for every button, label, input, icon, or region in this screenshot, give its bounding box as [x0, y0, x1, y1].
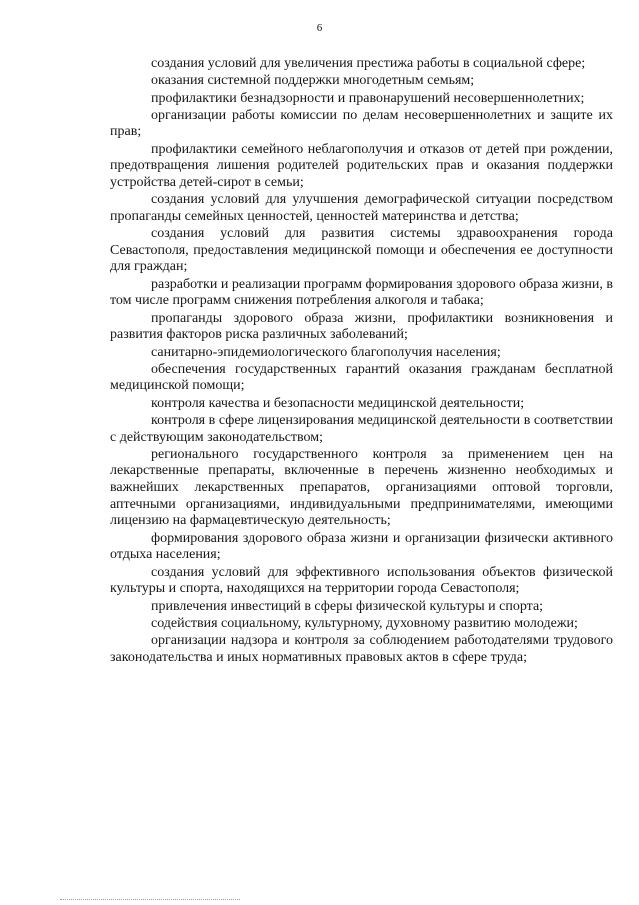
paragraph: обеспечения государственных гарантий оказания гражданам бесплатной медицинской помощи; [110, 361, 613, 394]
paragraph: создания условий для улучшения демографической ситуации посредством пропаганды семейных ценностей, ценностей материнства и детства; [110, 192, 613, 224]
paragraph: пропаганды здорового образа жизни, профилактики возникновения и развития факторов риска различных заболеваний; [110, 310, 613, 343]
paragraph: создания условий для эффективного использования объектов физической культуры и спорта, находящихся на территории города Севастополя; [110, 564, 613, 597]
paragraph: создания условий для развития системы здравоохранения города Севастополя, предоставления медицинской помощи и обеспечения ее доступности для граждан; [110, 226, 613, 275]
paragraph: разработки и реализации программ формирования здорового образа жизни, в том числе программ снижения потребления алкоголя и табака; [110, 276, 613, 309]
paragraph: создания условий для увеличения престижа работы в социальной сфере; [151, 56, 586, 71]
page-number: 6 [316, 22, 323, 34]
paragraph: формирования здорового образа жизни и организации физически активного отдыха населения; [110, 530, 613, 563]
paragraph: профилактики семейного неблагополучия и отказов от детей при рождении, предотвращения лишения родителей родительских прав и оказания поддержки устройства детей-сирот в семьи; [110, 141, 613, 190]
paragraph: оказания системной поддержки многодетным семьям; [151, 73, 475, 89]
paragraph: регионального государственного контроля за применением цен на лекарственные препараты, включенные в перечень жизненно необходимых и важнейших лекарственных препаратов, организациями оптовой торговли, аптечными организациями, индивидуальными предпринимателями, имеющими лицензию на фармацевтическую деятельность; [110, 446, 613, 529]
paragraph: содействия социальному, культурному, духовному развитию молодежи; [151, 615, 578, 631]
paragraph: организации надзора и контроля за соблюдением работодателями трудового законодательства и иных нормативных правовых актов в сфере труда; [110, 633, 613, 665]
document-body [110, 56, 613, 666]
paragraph: контроля качества и безопасности медицинской деятельности; [151, 395, 525, 411]
paragraph: привлечения инвестиций в сферы физической культуры и спорта; [151, 598, 544, 614]
paragraph: санитарно-эпидемиологического благополучия населения; [151, 344, 501, 360]
paragraph: организации работы комиссии по делам несовершеннолетних и защите их прав; [110, 107, 613, 140]
paragraph: профилактики безнадзорности и правонарушений несовершеннолетних; [151, 90, 585, 106]
paragraph: контроля в сфере лицензирования медицинской деятельности в соответствии с действующим законодательством; [110, 412, 613, 445]
scan-edge-rule [60, 899, 240, 900]
